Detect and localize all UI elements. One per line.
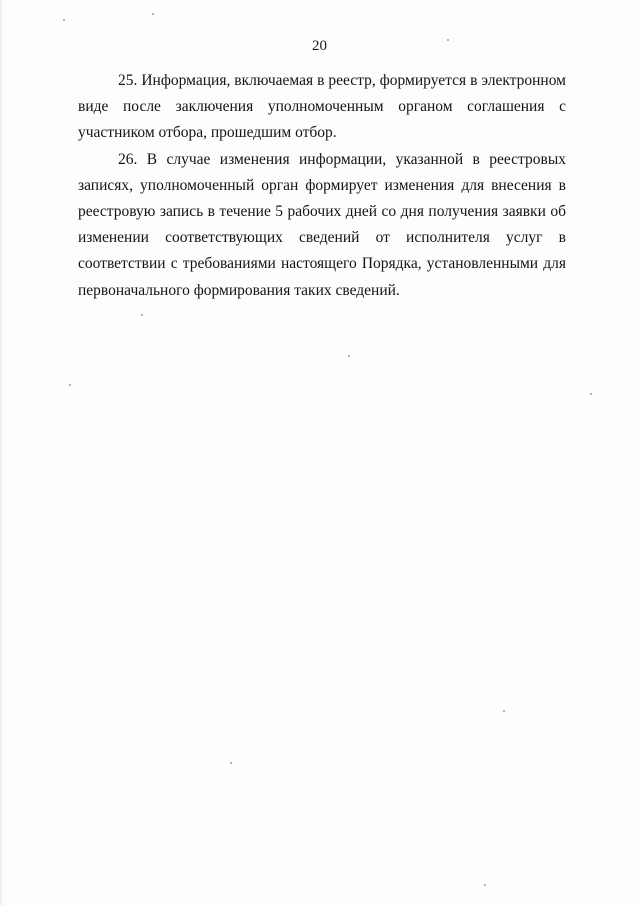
- scan-speck: [348, 355, 350, 357]
- scan-speck: [447, 39, 449, 41]
- scan-speck: [152, 13, 154, 15]
- scan-speck: [69, 384, 71, 386]
- scan-speck: [590, 393, 592, 395]
- scan-speck: [503, 710, 505, 712]
- document-body: [78, 68, 566, 304]
- page-number: 20: [312, 38, 327, 54]
- scan-speck: [484, 884, 486, 886]
- scan-speck: [63, 19, 65, 21]
- scan-speck: [230, 762, 232, 764]
- scan-speck: [141, 314, 143, 316]
- paragraph-26: 26. В случае изменения информации, указанной в реестровых записях, уполномоченный орган формирует изменения для внесения в реестровую запись в течение 5 рабочих дней со дня получения заявки об изменении соответствующих сведений от исполнителя услуг в соответствии с требованиями настоящего Порядка, установленными для первоначального формирования таких сведений.: [78, 150, 566, 299]
- paragraph-25: 25. Информация, включаемая в реестр, формируется в электронном виде после заключения уполномоченным органом соглашения с участником отбора, прошедшим отбор.: [78, 72, 566, 142]
- scan-edge-shadow: [0, 0, 3, 905]
